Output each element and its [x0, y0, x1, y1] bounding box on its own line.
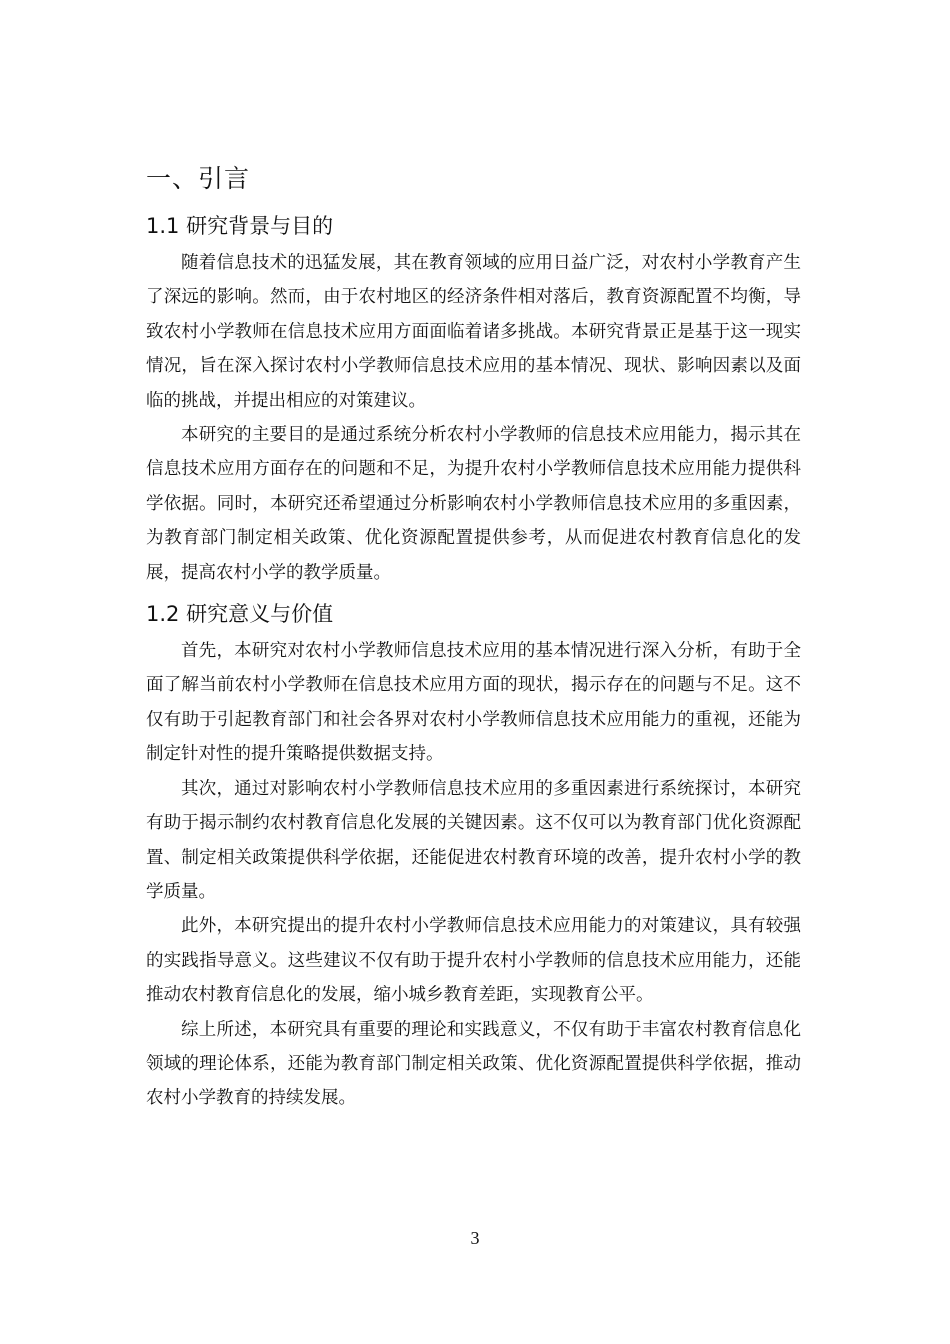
paragraph: 其次，通过对影响农村小学教师信息技术应用的多重因素进行系统探讨，本研究有助于揭示制约农村教育信息化发展的关键因素。这不仅可以为教育部门优化资源配置、制定相关政策提供科学依据，还能促进农村教育环境的改善，提升农村小学的教学质量。 [146, 778, 801, 902]
page-number: 3 [470, 1228, 480, 1248]
paragraph: 本研究的主要目的是通过系统分析农村小学教师的信息技术应用能力，揭示其在信息技术应用方面存在的问题和不足，为提升农村小学教师信息技术应用能力提供科学依据。同时，本研究还希望通过分析影响农村小学教师信息技术应用的多重因素，为教育部门制定相关政策、优化资源配置提供参考，从而促进农村教育信息化的发展，提高农村小学的教学质量。 [146, 425, 801, 583]
page-content [146, 160, 801, 1116]
paragraph: 综上所述，本研究具有重要的理论和实践意义，不仅有助于丰富农村教育信息化领域的理论体系，还能为教育部门制定相关政策、优化资源配置提供科学依据，推动农村小学教育的持续发展。 [146, 1019, 801, 1109]
section-heading-1-2: 1.2 研究意义与价值 [146, 602, 334, 627]
paragraph: 首先，本研究对农村小学教师信息技术应用的基本情况进行深入分析，有助于全面了解当前农村小学教师在信息技术应用方面的现状，揭示存在的问题与不足。这不仅有助于引起教育部门和社会各界对农村小学教师信息技术应用能力的重视，还能为制定针对性的提升策略提供数据支持。 [146, 641, 801, 765]
paragraph: 此外，本研究提出的提升农村小学教师信息技术应用能力的对策建议，具有较强的实践指导意义。这些建议不仅有助于提升农村小学教师的信息技术应用能力，还能推动农村教育信息化的发展，缩小城乡教育差距，实现教育公平。 [146, 916, 801, 1006]
section-heading-1-1: 1.1 研究背景与目的 [146, 214, 334, 238]
chapter-title: 一、引言 [146, 164, 251, 193]
paragraph: 随着信息技术的迅猛发展，其在教育领域的应用日益广泛，对农村小学教育产生了深远的影响。然而，由于农村地区的经济条件相对落后，教育资源配置不均衡，导致农村小学教师在信息技术应用方面面临着诸多挑战。本研究背景正是基于这一现实情况，旨在深入探讨农村小学教师信息技术应用的基本情况、现状、影响因素以及面临的挑战，并提出相应的对策建议。 [146, 253, 801, 411]
